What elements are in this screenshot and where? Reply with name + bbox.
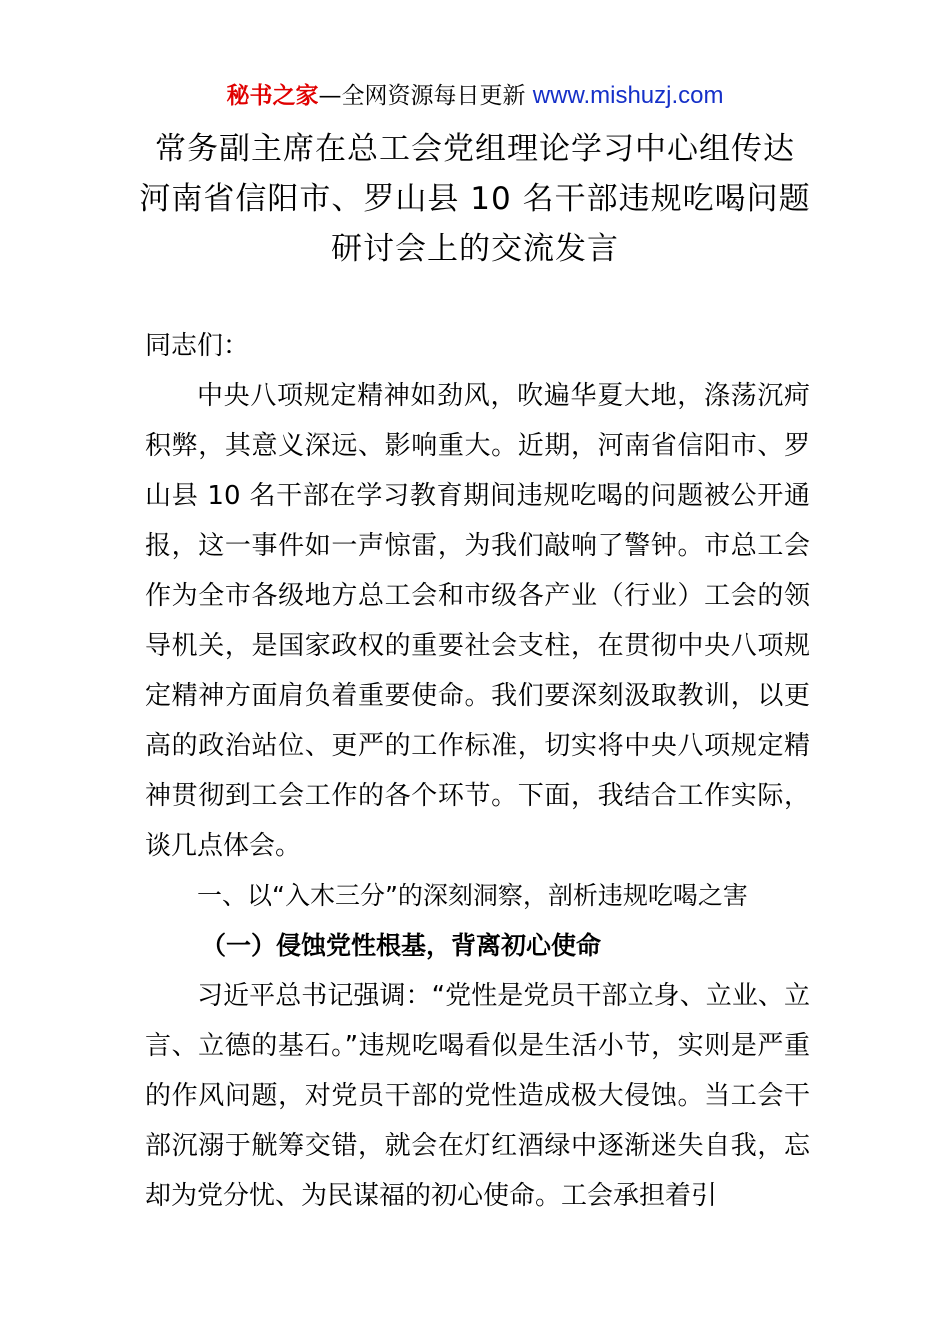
document-body: [145, 321, 810, 1221]
paragraph-party-spirit: 习近平总书记强调：“党性是党员干部立身、立业、立言、立德的基石。”违规吃喝看似是生活小节，实则是严重的作风问题，对党员干部的党性造成极大侵蚀。当工会干部沉溺于觥筹交错，就会在灯红酒绿中逐渐迷失自我，忘却为党分忧、为民谋福的初心使命。工会承担着引: [145, 981, 810, 1211]
paragraph-intro: 中央八项规定精神如劲风，吹遍华夏大地，涤荡沉疴积弊，其意义深远、影响重大。近期，河南省信阳市、罗山县 10 名干部在学习教育期间违规吃喝的问题被公开通报，这一事件如一声惊雷，为我们敲响了警钟。市总工会作为全市各级地方总工会和市级各产业（行业）工会的领导机关，是国家政权的重要社会支柱，在贯彻中央八项规定精神方面肩负着重要使命。我们要深刻汲取教训，以更高的政治站位、更严的工作标准，切实将中央八项规定精神贯彻到工会工作的各个环节。下面，我结合工作实际，谈几点体会。: [145, 381, 810, 861]
subsection-heading-1: （一）侵蚀党性根基，背离初心使命: [201, 931, 602, 960]
banner-slogan: —全网资源每日更新: [318, 83, 526, 109]
title-line-3: 研讨会上的交流发言: [331, 231, 619, 267]
banner-brand: 秘书之家: [226, 83, 319, 109]
banner-url-link[interactable]: www.mishuzj.com: [532, 82, 724, 109]
title-line-2: 河南省信阳市、罗山县 10 名干部违规吃喝问题: [139, 181, 811, 217]
section-heading-1: 一、以“入木三分”的深刻洞察，剖析违规吃喝之害: [197, 881, 748, 910]
salutation: 同志们：: [145, 331, 250, 361]
document-title: [60, 124, 890, 274]
site-banner: [0, 80, 950, 112]
title-line-1: 常务副主席在总工会党组理论学习中心组传达: [155, 131, 795, 167]
